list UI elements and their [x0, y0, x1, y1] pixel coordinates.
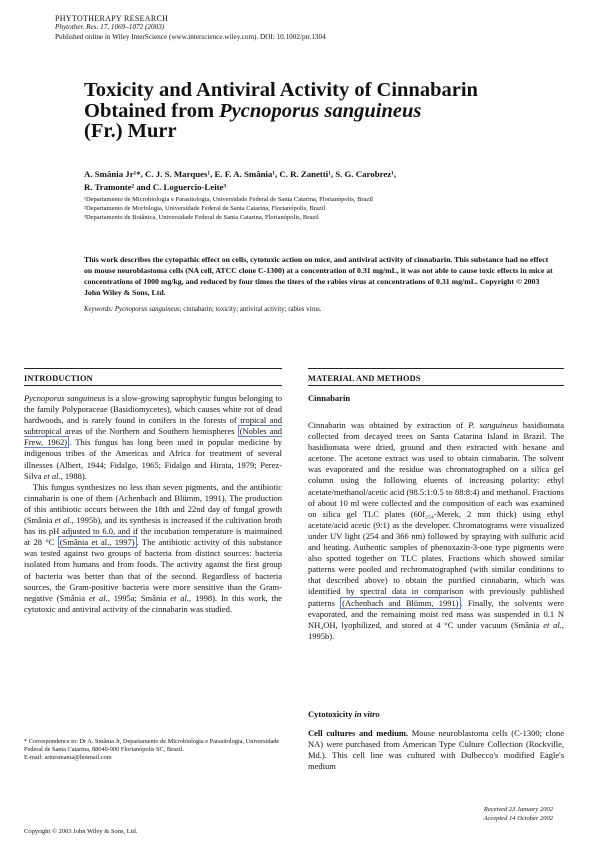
methods-body-1 — [308, 420, 564, 642]
title-line-2-text: Obtained from — [84, 99, 220, 122]
citation-link-nobles-frew[interactable]: (Nobles and Frew, 1962) — [24, 426, 282, 448]
text-run: Mouse neuroblastoma cells (C-1300; clone NA) were purchased from American Type Culture Collection (Rockville, Md.). This cell line was cultured with Dulbecco's modified Eagle's medium — [308, 728, 564, 772]
footnote-correspondence: * Correspondence to: Dr A. Smânia Jr, Departamento de Microbiologia e Parasitologia, Universidade Federal de Santa Catarina, 88040-900 Florianópolis SC, Brazil. — [24, 738, 280, 754]
text-run: , 1995a; Smânia — [107, 592, 171, 603]
text-run-italic: in vitro — [354, 709, 380, 719]
keywords-label: Keywords: — [84, 306, 114, 313]
methods-heading: MATERIAL AND METHODS — [308, 374, 421, 383]
et-al: et al. — [43, 470, 61, 481]
et-al: et al. — [54, 515, 72, 526]
authors-line-2: R. Tramonte² and C. Loguercio-Leite³ — [84, 181, 227, 192]
methods-paragraph-2 — [308, 728, 564, 772]
title-line-2 — [84, 101, 554, 122]
intro-bottom-rule — [24, 385, 282, 386]
et-al: et al. — [543, 619, 562, 630]
received-accepted — [484, 806, 554, 823]
received-date: Received 23 January 2002 — [483, 806, 553, 813]
text-run: . Finally, the solvents were evaporated, and the remaining moist red mass was suspended in 0.1 N NH₄OH, lyophilized, and stored at 4 °C under vacuum (Smânia — [308, 597, 564, 630]
affiliation-list — [84, 196, 554, 222]
run-in-heading: Cell cultures and medium. — [308, 728, 409, 738]
citation-link-achenbach-blumm[interactable]: (Achenbach and Blümm, 1991) — [342, 597, 459, 608]
citation-link-smania-1997[interactable]: (Smânia et al., 1997) — [59, 537, 135, 548]
text-run: , 1995b). — [308, 619, 565, 641]
text-run: Cinnabarin was obtained by extraction of — [308, 420, 469, 430]
title-line-1: Toxicity and Antiviral Activity of Cinnabarin — [84, 79, 478, 101]
methods-bottom-rule — [308, 385, 564, 386]
author-list — [84, 168, 554, 193]
species-name: Pycnoporus sanguineus — [24, 393, 106, 403]
text-run: . This fungus has long been used in popular medicine by indigenous tribes of the Americas and Africa for treatment of several illnesses (Albert, 1944; Fidalgo, 1965; Fidalgo and Hirata, 1979; Perez-Silva — [24, 437, 282, 481]
subheading-cytotoxicity — [308, 709, 380, 719]
subheading-cinnabarin: Cinnabarin — [308, 393, 351, 403]
journal-citation: Phytother. Res. 17, 1069–1072 (2003) — [55, 23, 165, 32]
abstract: This work describes the cytopathic effect on cells, cytotoxic action on mice, and antiviral activity of cinnabarin. This substance had no effect on mouse neuroblastoma cells (NA cell, ATCC clone C-1300) at a concentration of 0.31 mg/mL, it was not able to cause toxic effects in mice at concentrations of 1000 mg/kg, and reduced by four times the titers of the rabies virus at concentrations of 0.31 mg/mL. Copyright © 2003 John Wiley & Sons, Ltd. — [84, 255, 553, 297]
intro-body — [24, 393, 282, 615]
accepted-date: Accepted 14 October 2002 — [483, 814, 553, 822]
title-species: Pycnoporus sanguineus — [219, 99, 422, 122]
title-line-3: (Fr.) Murr — [84, 120, 177, 142]
intro-top-rule — [24, 368, 282, 369]
affiliation-3: ³Departamento de Botânica, Universidade Federal de Santa Catarina, Florianópolis, Brazil — [84, 213, 319, 221]
keyword-species: Pycnoporus sanguineus — [114, 306, 180, 313]
text-run: , 1988). — [60, 470, 87, 481]
et-al: et al. — [88, 592, 108, 603]
text-run: This fungus synthesizes no less than seven pigments, and the antibiotic cinnabarin is one of them (Achenbach and Blümm, 1991). The production of this antibiotic occurs between the 18th and 22nd day of fungal growth (Smânia — [24, 481, 282, 526]
text-run: Cytotoxicity — [308, 709, 355, 719]
keywords — [84, 305, 554, 314]
copyright-notice: Copyright © 2003 John Wiley & Sons, Ltd. — [24, 828, 138, 835]
methods-body-2 — [308, 728, 564, 772]
text-run: basidiomata collected from decayed trees on Santa Catarina Island in Brazil. The basidiomata were dried, ground and then extracted with hexane and acetone. The acetone extract was used to obtain cinnabarin. The solvent was evaporated and the residue was chromatographed on a silica gel column using the following eluents of increasing polarity: ethyl acetate/methanol/acetic acid (98.5:1:0.5 to 88:8:4) and methanol. Fractions of about 10 ml were collected and the composition of each was examined on silica gel TLC plates (60f₂₅₄-Merek, 2 mm thick) using ethyl acetate/acid acetic (9:1) as the developer. Chromatograms were visualized under UV light (254 and 366 nm) followed by spraying with sulfuric acid and heating. Authentic samples of phenoxazin-3-one type pigments were also spotted together on TLC plates. Fractions which showed similar patterns were pooled and rechromatographed (with similar conditions to that described above) to obtain the purified cinnabarin, which was identified by spectral data in comparison with previously published patterns — [308, 420, 564, 608]
article-title — [84, 80, 554, 142]
text-run: . The antibiotic activity of this substance was tested against two groups of bacteria from distinct sources: bacteria isolated from humans and from foods. The activity against the first group of bacteria was better than that of the second. Regardless of bacteria sources, the Gram-positive bacteria were more sensitive than the Gram-negative (Smânia — [24, 537, 282, 603]
journal-header — [55, 14, 555, 42]
footnote-email: E-mail: artursmania@hotmail.com — [24, 754, 112, 762]
methods-paragraph-1 — [308, 420, 564, 642]
text-run: , 1995b), and its synthesis is increased if the cultivation broth has its pH adjusted to 6.0, and if the incubation temperature is maintained at 28 °C — [24, 515, 283, 548]
intro-paragraph-2 — [24, 482, 282, 615]
affiliation-2: ²Departamento de Morfologia, Universidade Federal de Santa Catarina, Florianópolis, Brazil — [84, 204, 326, 212]
correspondence-footnote — [24, 738, 282, 763]
et-al: et al. — [170, 592, 190, 603]
species-name: P. sanguineus — [468, 420, 518, 430]
keywords-rest: ; cinnabarin; toxicity; antiviral activity; rabies virus. — [179, 306, 322, 313]
text-run: , 1998). In this work, the cytotoxic and antiviral activity of the cinnabarin was studied. — [24, 592, 283, 614]
publication-info: Published online in Wiley InterScience (www.interscience.wiley.com). DOI: 10.1002/ptr.1304 — [55, 32, 326, 41]
intro-heading: INTRODUCTION — [24, 374, 93, 383]
text-run: is a slow-growing saprophytic fungus belonging to the family Polyporaceae (Basidiomycetes), which causes white rot of dead hardwoods, and is rarely found in conifers in the forests of tropical and subtropical areas of the Northern and Southern hemispheres — [24, 393, 282, 437]
affiliation-1: ¹Departamento de Microbiologia e Parasitologia, Universidade Federal de Santa Catarina, Florianópolis, Brazil — [84, 196, 373, 203]
intro-paragraph-1 — [24, 393, 282, 482]
journal-name: PHYTOTHERAPY RESEARCH — [55, 14, 169, 23]
authors-line-1: A. Smânia Jr¹*, C. J. S. Marques¹, E. F. A. Smânia¹, C. R. Zanetti¹, S. G. Carobrez¹, — [84, 169, 396, 179]
methods-top-rule — [308, 368, 564, 369]
